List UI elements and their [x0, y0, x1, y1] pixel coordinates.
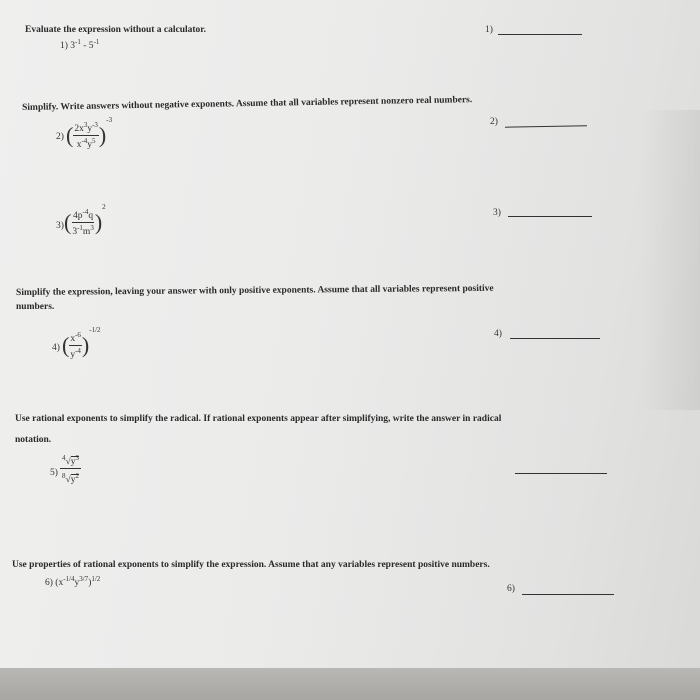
section1-instruction: Evaluate the expression without a calculator. [25, 25, 207, 35]
answer-1-blank[interactable] [498, 34, 582, 35]
answer-4-blank[interactable] [510, 338, 600, 339]
problem-2: ( $\frac{2x^3y^{-3}}{x^{-4}y^5}$ )$^{-3}$ [66, 115, 113, 151]
answer-3-label: 3) [493, 208, 501, 218]
problem-3-label: 3) [56, 221, 64, 231]
section2-instruction: Simplify. Write answers without negative exponents. Assume that all variables represent nonzero real numbers. [22, 95, 473, 113]
page-shadow [640, 110, 700, 410]
problem-5: $\frac{^4√y^3}{^8√y^2}$ [62, 454, 79, 486]
answer-4-label: 4) [494, 329, 502, 339]
section3-instruction: Simplify the expression, leaving your answer with only positive exponents. Assume that all variables represent positive [16, 283, 494, 298]
answer-3-blank[interactable] [508, 216, 592, 217]
problem-1-label: 1) [60, 41, 68, 52]
problem-3: ( $\frac{4p^{-4}q}{3^{-1}m^3}$ )$^2$ [64, 202, 106, 238]
answer-1-label: 1) [485, 25, 493, 35]
problem-5-label: 5) [50, 468, 58, 478]
answer-5-blank[interactable] [515, 473, 607, 474]
problem-4-label: 4) [52, 343, 60, 353]
problem-1: 1) $3^{-1} - 5^{-1}$ [60, 38, 100, 52]
page-bottom-edge [0, 668, 700, 700]
section4-instruction: Use rational exponents to simplify the radical. If rational exponents appear after simplifying, write the answer in radical [15, 414, 502, 424]
section5-instruction: Use properties of rational exponents to simplify the expression. Assume that any variables represent positive numbers. [12, 560, 490, 570]
section3-instruction-line2: numbers. [16, 302, 55, 312]
problem-2-label: 2) [56, 132, 64, 142]
answer-6-blank[interactable] [522, 594, 614, 595]
problem-6: 6) $(x^{-1/4}y^{3/7})^{1/2}$ [45, 575, 101, 589]
answer-6-label: 6) [507, 584, 515, 594]
answer-2-label: 2) [490, 117, 498, 127]
section4-instruction-line2: notation. [15, 435, 52, 445]
problem-4: ( $\frac{x^{-6}}{y^{-4}}$ )$^{-1/2}$ [62, 325, 101, 361]
